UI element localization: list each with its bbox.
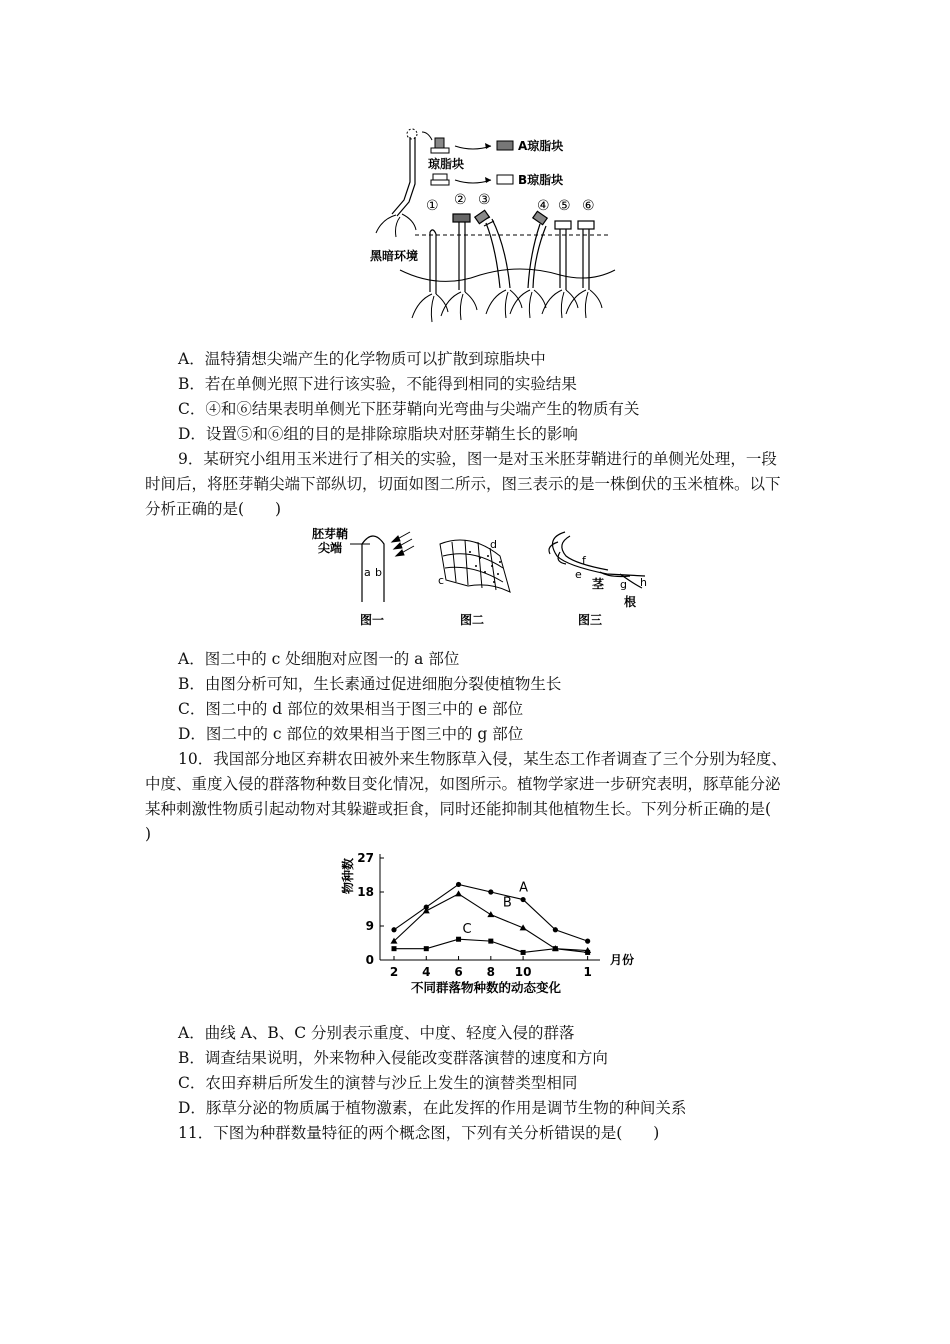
x-tick-label: 6 <box>454 965 463 979</box>
y-tick-label: 18 <box>357 885 374 899</box>
q8-figure <box>360 122 620 337</box>
y-tick-label: 0 <box>365 953 374 967</box>
caption-fig2: 图二 <box>460 613 485 627</box>
marker-5: ⑤ <box>558 198 571 214</box>
label-a: a <box>364 566 371 579</box>
q10-option-d: D．豚草分泌的物质属于植物激素，在此发挥的作用是调节生物的种间关系 <box>178 1099 687 1117</box>
x-tick-label: 1 <box>583 965 592 979</box>
x-tick-label: 8 <box>486 965 495 979</box>
x-tick-label: 10 <box>514 965 532 979</box>
point-C <box>456 937 461 942</box>
point-C <box>488 939 493 944</box>
agar-label: 琼脂块 <box>428 157 465 171</box>
x-axis-label: 月份 <box>610 953 635 967</box>
q9-option-a: A．图二中的 c 处细胞对应图一的 a 部位 <box>178 650 460 668</box>
q10-stem-line3: 某种刺激性物质引起动物对其躲避或拒食，同时还能抑制其他植物生长。下列分析正确的是( <box>145 800 772 818</box>
point-A <box>520 897 525 902</box>
point-A <box>456 882 461 887</box>
y-tick-label: 27 <box>357 851 374 865</box>
dark-env-label: 黑暗环境 <box>370 249 419 263</box>
marker-6: ⑥ <box>582 198 595 214</box>
agar-block-b-icon <box>497 175 513 184</box>
label-e: e <box>575 568 582 581</box>
q8-option-d: D．设置⑤和⑥组的目的是排除琼脂块对胚芽鞘生长的影响 <box>178 425 578 443</box>
point-B <box>487 911 494 917</box>
point-C <box>424 946 429 951</box>
label-f: f <box>582 554 586 567</box>
y-axis-label: 物种数 <box>341 857 355 895</box>
q8-option-b: B．若在单侧光照下进行该实验，不能得到相同的实验结果 <box>178 375 577 393</box>
agar-a-label: A琼脂块 <box>518 139 564 153</box>
series-label-A: A <box>519 880 528 896</box>
q9-stem-line1: 9．某研究小组用玉米进行了相关的实验，图一是对玉米胚芽鞘进行的单侧光处理，一段 <box>178 450 777 468</box>
q10-option-a: A．曲线 A、B、C 分别表示重度、中度、轻度入侵的群落 <box>178 1024 575 1042</box>
label-d: d <box>490 538 497 551</box>
caption-fig1: 图一 <box>360 613 385 627</box>
chart-title: 不同群落物种数的动态变化 <box>410 980 562 995</box>
q10-stem-line4: ) <box>145 825 152 843</box>
q9-option-b: B．由图分析可知，生长素通过促进细胞分裂使植物生长 <box>178 675 562 693</box>
point-A <box>553 927 558 932</box>
point-C <box>553 946 558 951</box>
label-stem: 茎 <box>592 577 605 591</box>
label-g: g <box>620 578 627 591</box>
label-c: c <box>438 574 445 587</box>
marker-1: ① <box>426 198 439 214</box>
marker-3: ③ <box>478 192 491 208</box>
label-b: b <box>375 566 382 579</box>
q9-option-d: D．图二中的 c 部位的效果相当于图三中的 g 部位 <box>178 725 524 743</box>
point-C <box>585 950 590 955</box>
q10-option-b: B．调查结果说明，外来物种入侵能改变群落演替的速度和方向 <box>178 1049 608 1067</box>
q9-stem-line3: 分析正确的是( ) <box>145 500 282 518</box>
point-A <box>585 939 590 944</box>
tip-on-agar-icon <box>435 138 444 148</box>
caption-fig3: 图三 <box>578 613 603 627</box>
x-tick-label: 2 <box>389 965 399 979</box>
point-A <box>488 889 493 894</box>
agar-block-a-icon <box>497 141 513 150</box>
tip-label-1: 胚芽鞘 <box>312 527 349 541</box>
tip-label-2: 尖端 <box>318 541 343 555</box>
q11-stem-line1: 11．下图为种群数量特征的两个概念图，下列有关分析错误的是( ) <box>178 1124 660 1142</box>
label-h: h <box>640 576 647 589</box>
marker-2: ② <box>454 192 467 208</box>
x-tick-label: 4 <box>422 965 431 979</box>
q9-stem-line2: 时间后，将胚芽鞘尖端下部纵切，切面如图二所示，图三表示的是一株倒伏的玉米植株。以下 <box>145 475 781 493</box>
series-label-B: B <box>502 895 512 911</box>
point-B <box>455 890 462 896</box>
q8-option-c: C．④和⑥结果表明单侧光下胚芽鞘向光弯曲与尖端产生的物质有关 <box>178 400 640 418</box>
point-C <box>392 946 397 951</box>
point-A <box>391 927 396 932</box>
agar-b-label: B琼脂块 <box>518 173 564 187</box>
marker-4: ④ <box>537 198 550 214</box>
y-tick-label: 9 <box>365 919 374 933</box>
q9-figure <box>300 522 660 632</box>
q8-option-a: A．温特猜想尖端产生的化学物质可以扩散到琼脂块中 <box>178 350 546 368</box>
label-root: 根 <box>624 595 637 609</box>
species-chart <box>338 848 658 998</box>
series-label-C: C <box>462 922 472 938</box>
q10-option-c: C．农田弃耕后所发生的演替与沙丘上发生的演替类型相同 <box>178 1074 578 1092</box>
light-arrows-icon <box>392 532 414 556</box>
q10-stem-line1: 10．我国部分地区弃耕农田被外来生物豚草入侵，某生态工作者调查了三个分别为轻度、 <box>178 750 787 768</box>
q9-option-c: C．图二中的 d 部位的效果相当于图三中的 e 部位 <box>178 700 524 718</box>
q10-stem-line2: 中度、重度入侵的群落物种数目变化情况，如图所示。植物学家进一步研究表明，豚草能分泌 <box>145 775 781 793</box>
point-C <box>521 950 526 955</box>
